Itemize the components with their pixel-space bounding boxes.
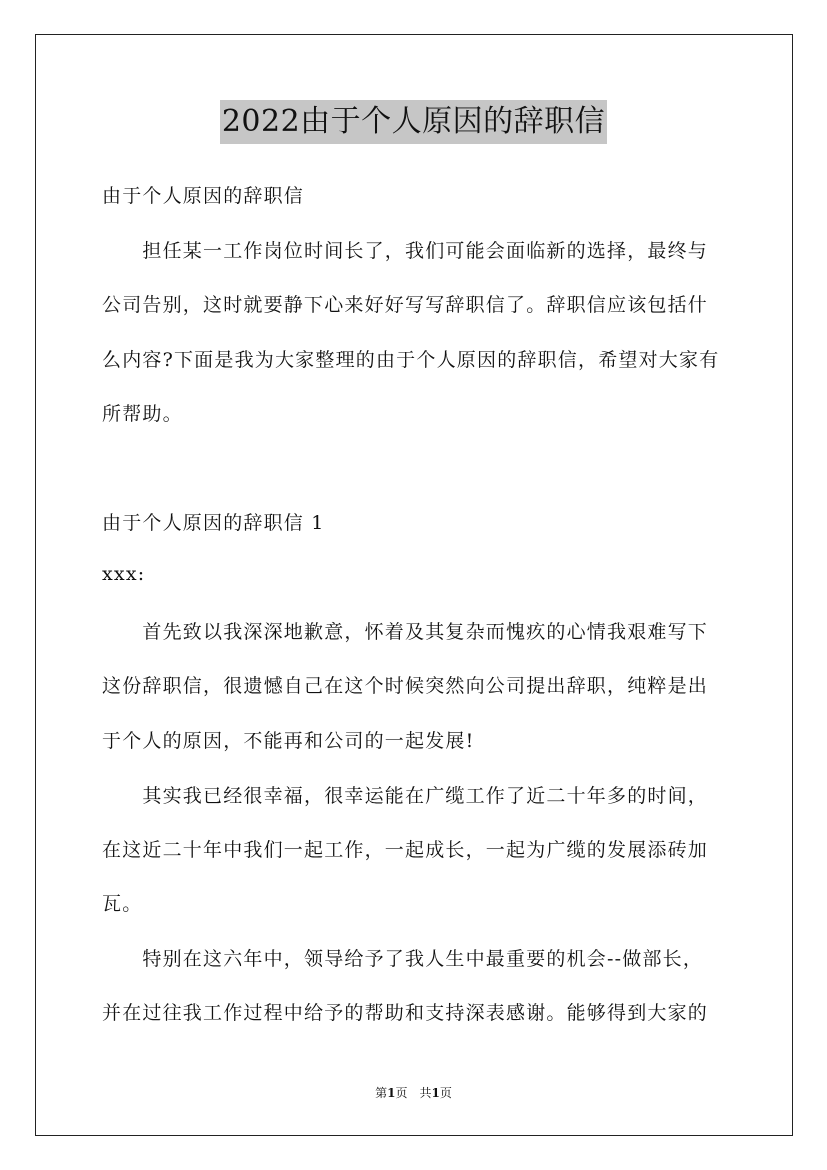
paragraph-line: 所帮助。 <box>102 403 183 425</box>
section-heading: 由于个人原因的辞职信 <box>102 185 305 207</box>
footer-suffix: 页 <box>439 1086 452 1100</box>
paragraph-line: 么内容?下面是我为大家整理的由于个人原因的辞职信，希望对大家有 <box>102 349 720 371</box>
paragraph-line: 瓦。 <box>102 893 143 915</box>
document-title: 2022由于个人原因的辞职信 <box>220 100 607 144</box>
footer-middle: 页 共 <box>395 1086 432 1100</box>
paragraph-line: 首先致以我深深地歉意，怀着及其复杂而愧疚的心情我艰难写下 <box>102 621 709 643</box>
paragraph-line: 公司告别，这时就要静下心来好好写写辞职信了。辞职信应该包括什 <box>102 294 709 316</box>
paragraph-line: 并在过往我工作过程中给予的帮助和支持深表感谢。能够得到大家的 <box>102 1002 709 1024</box>
footer-prefix: 第 <box>375 1086 388 1100</box>
paragraph-line: 在这近二十年中我们一起工作，一起成长，一起为广缆的发展添砖加 <box>102 839 709 861</box>
paragraph-line: 特别在这六年中，领导给予了我人生中最重要的机会--做部长， <box>102 948 704 970</box>
salutation: xxx: <box>102 563 146 585</box>
paragraph-line: 于个人的原因，不能再和公司的一起发展! <box>102 730 475 752</box>
title-container <box>0 100 827 144</box>
footer-total-pages: 1 <box>431 1086 440 1100</box>
paragraph-line: 其实我已经很幸福，很幸运能在广缆工作了近二十年多的时间， <box>102 785 709 807</box>
paragraph-line: 担任某一工作岗位时间长了，我们可能会面临新的选择，最终与 <box>102 240 709 262</box>
paragraph-line: 这份辞职信，很遗憾自己在这个时候突然向公司提出辞职，纯粹是出 <box>102 675 709 697</box>
section-heading: 由于个人原因的辞职信 1 <box>102 512 325 534</box>
page-footer <box>0 1084 827 1101</box>
footer-page-number: 1 <box>387 1086 396 1100</box>
